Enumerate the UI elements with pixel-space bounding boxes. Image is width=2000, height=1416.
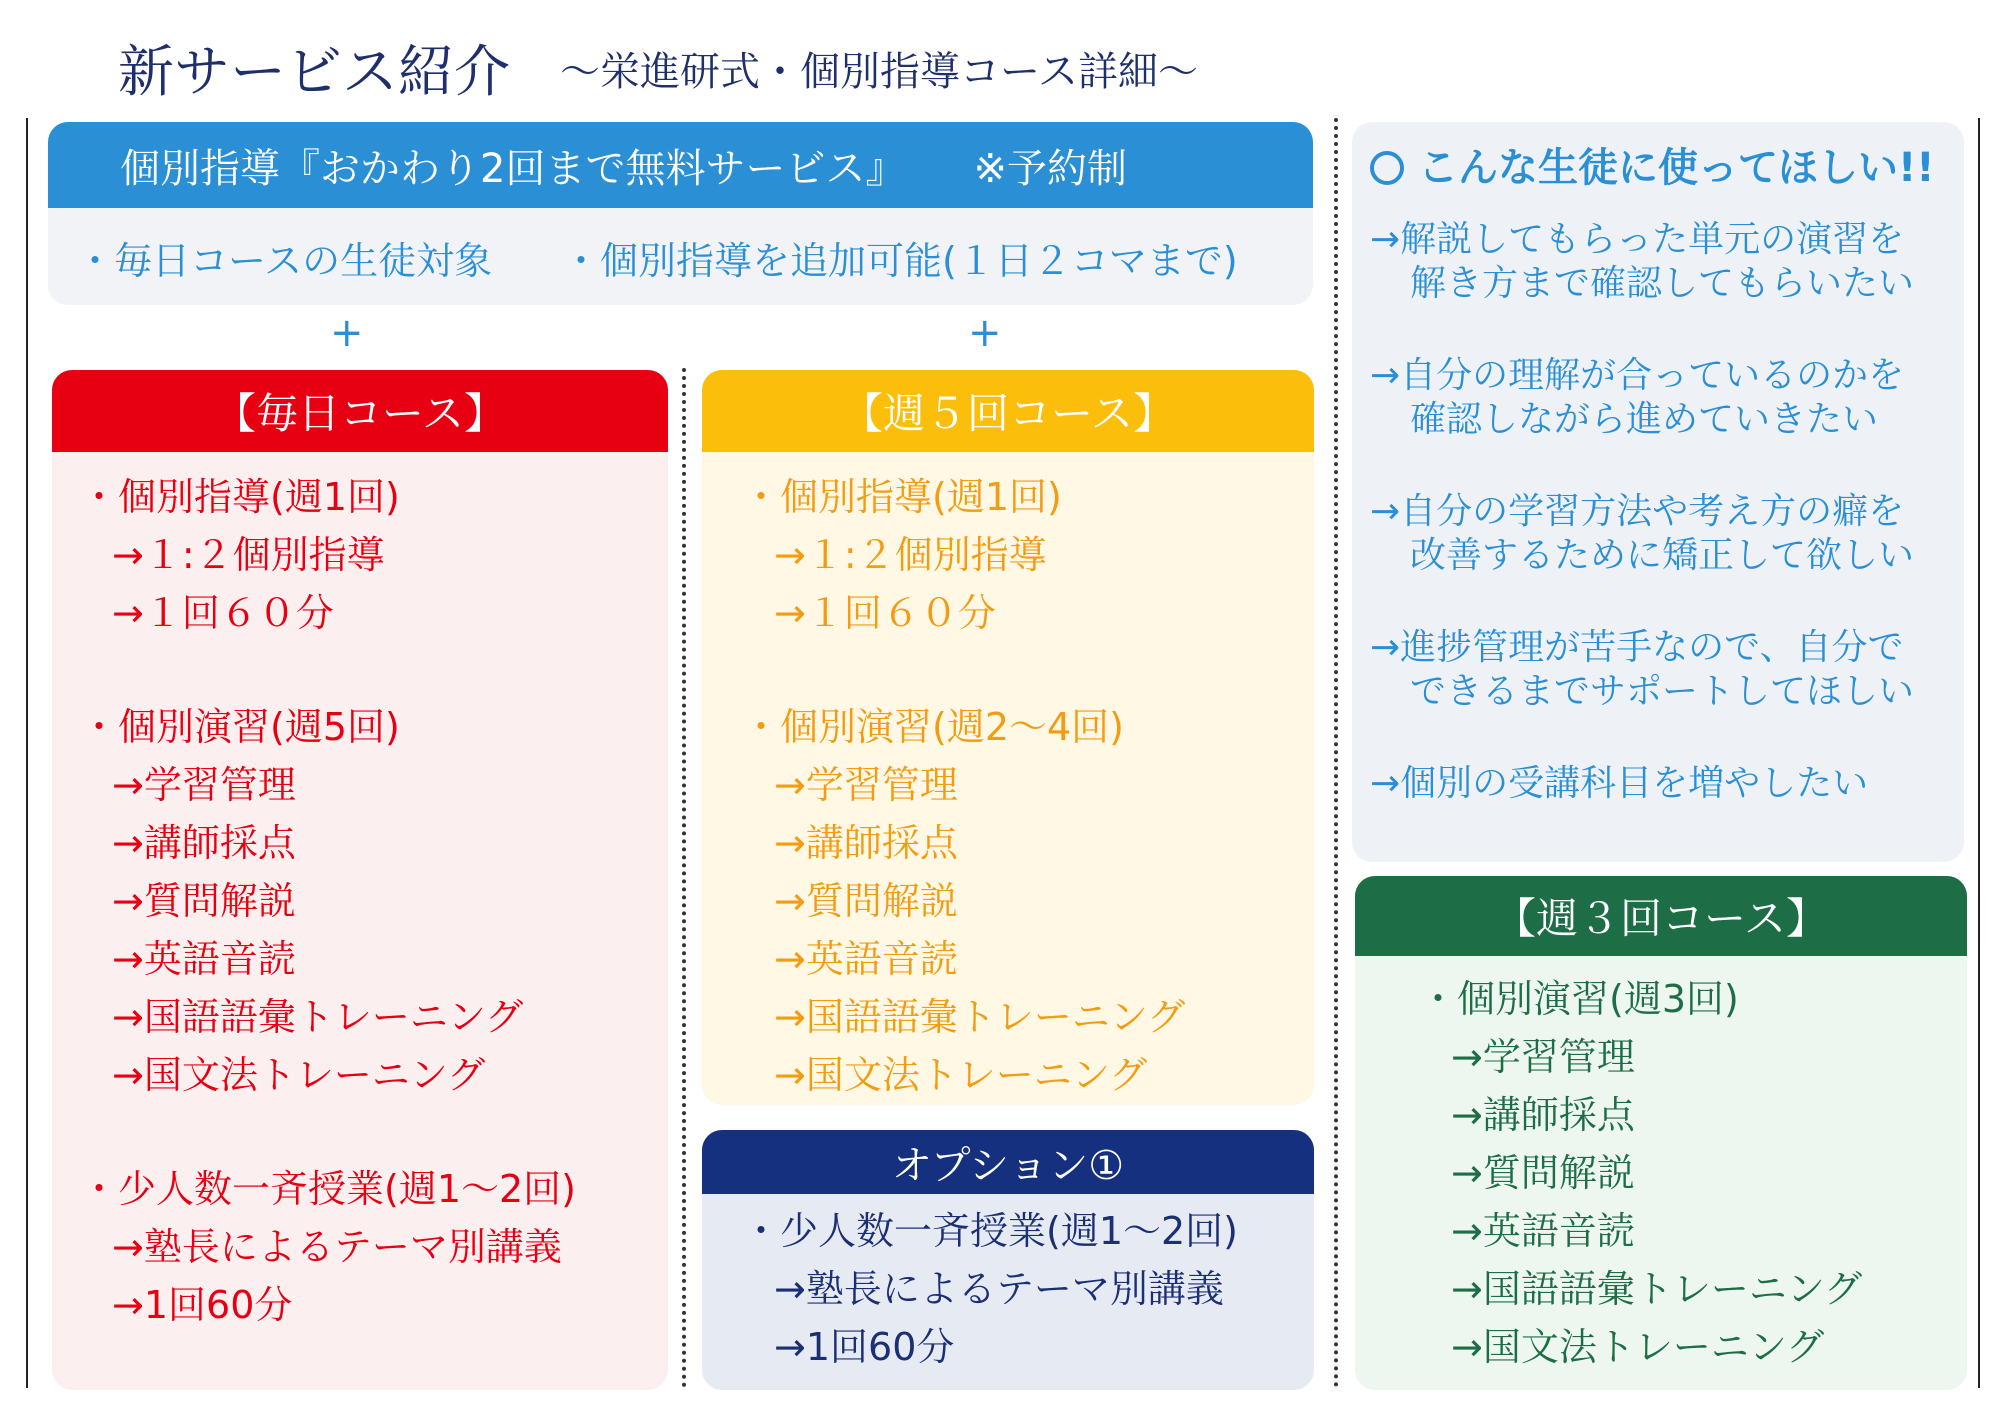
target-students-line: →自分の学習方法や考え方の癖を — [1370, 491, 1905, 532]
daily-course-line: →１回６０分 — [112, 591, 334, 635]
page-subtitle: ～栄進研式・個別指導コース詳細～ — [560, 49, 1198, 95]
weekly3-course-line: →国文法トレーニング — [1451, 1325, 1825, 1369]
option1-line: ・少人数一斉授業(週1～2回) — [742, 1209, 1239, 1253]
plus-sign-right: + — [968, 310, 1002, 356]
daily-course-line: →１:２個別指導 — [112, 533, 385, 577]
weekly3-course-line: →講師採点 — [1451, 1093, 1635, 1137]
weekly3-course-line: →国語語彙トレーニング — [1451, 1267, 1863, 1311]
daily-course-line: ・個別指導(週1回) — [80, 475, 400, 519]
target-students-card — [1352, 122, 1964, 862]
daily-course-line: ・少人数一斉授業(週1～2回) — [80, 1167, 577, 1211]
option1-line: →1回60分 — [774, 1325, 955, 1369]
daily-course-line: →講師採点 — [112, 821, 296, 865]
daily-course-title: 【毎日コース】 — [214, 389, 506, 438]
banner-title: 個別指導『おかわり2回まで無料サービス』 — [120, 145, 906, 192]
weekly3-course-card — [1355, 876, 1967, 1390]
circle-icon — [1370, 151, 1404, 185]
right-border-line — [1978, 118, 1980, 1388]
weekly5-course-card — [702, 370, 1314, 1105]
page-title: 新サービス紹介 — [118, 40, 510, 105]
daily-course-line: →1回60分 — [112, 1283, 293, 1327]
weekly5-course-line: →講師採点 — [774, 821, 958, 865]
daily-course-header — [52, 370, 668, 452]
weekly5-course-title: 【週５回コース】 — [841, 389, 1175, 438]
target-students-line: →解説してもらった単元の演習を — [1370, 219, 1905, 260]
target-students-line: 確認しながら進めていきたい — [1410, 399, 1879, 440]
free-service-banner — [48, 122, 1313, 305]
target-students-heading — [1370, 145, 1935, 191]
target-students-title: こんな生徒に使ってほしい!! — [1418, 145, 1935, 191]
weekly5-course-line: →１回６０分 — [774, 591, 996, 635]
daily-course-card — [52, 370, 668, 1390]
option1-card — [702, 1130, 1314, 1390]
option1-header — [702, 1130, 1314, 1194]
daily-course-line: →国語語彙トレーニング — [112, 995, 524, 1039]
weekly3-course-title: 【週３回コース】 — [1494, 894, 1828, 943]
left-border-line — [26, 118, 28, 1388]
daily-course-line: ・個別演習(週5回) — [80, 705, 400, 749]
column-divider-1 — [682, 368, 686, 1388]
target-students-line: →進捗管理が苦手なので、自分で — [1370, 627, 1904, 668]
target-students-line: →個別の受講科目を増やしたい — [1370, 763, 1869, 804]
target-students-line: 改善するために矯正して欲しい — [1410, 535, 1915, 576]
target-students-line: 解き方まで確認してもらいたい — [1410, 263, 1915, 304]
weekly5-course-line: →質問解説 — [774, 879, 958, 923]
banner-point-target: ・毎日コースの生徒対象 — [76, 239, 493, 283]
target-students-line: できるまでサポートしてほしい — [1410, 671, 1915, 712]
option1-title: オプション① — [891, 1142, 1125, 1189]
weekly5-course-header — [702, 370, 1314, 452]
daily-course-line: →国文法トレーニング — [112, 1053, 486, 1097]
free-service-banner-header — [48, 122, 1313, 208]
daily-course-line: →学習管理 — [112, 763, 296, 807]
weekly5-course-line: →１:２個別指導 — [774, 533, 1047, 577]
target-students-line: →自分の理解が合っているのかを — [1370, 355, 1905, 396]
weekly3-course-line: →質問解説 — [1451, 1151, 1635, 1195]
weekly3-course-line: →英語音読 — [1451, 1209, 1635, 1253]
banner-point-additional: ・個別指導を追加可能(１日２コマまで) — [562, 239, 1238, 283]
weekly3-course-header — [1355, 876, 1967, 956]
weekly5-course-line: →学習管理 — [774, 763, 958, 807]
plus-sign-left: + — [330, 310, 364, 356]
daily-course-line: →英語音読 — [112, 937, 296, 981]
option1-line: →塾長によるテーマ別講義 — [774, 1267, 1224, 1311]
weekly5-course-line: →国文法トレーニング — [774, 1053, 1148, 1097]
weekly5-course-line: ・個別指導(週1回) — [742, 475, 1062, 519]
weekly3-course-line: ・個別演習(週3回) — [1419, 977, 1739, 1021]
weekly5-course-line: →英語音読 — [774, 937, 958, 981]
weekly3-course-line: →学習管理 — [1451, 1035, 1635, 1079]
weekly5-course-line: ・個別演習(週2～4回) — [742, 705, 1125, 749]
column-divider-2 — [1334, 118, 1338, 1388]
daily-course-line: →塾長によるテーマ別講義 — [112, 1225, 562, 1269]
weekly5-course-line: →国語語彙トレーニング — [774, 995, 1186, 1039]
banner-reservation-note: ※予約制 — [973, 145, 1127, 192]
daily-course-line: →質問解説 — [112, 879, 296, 923]
